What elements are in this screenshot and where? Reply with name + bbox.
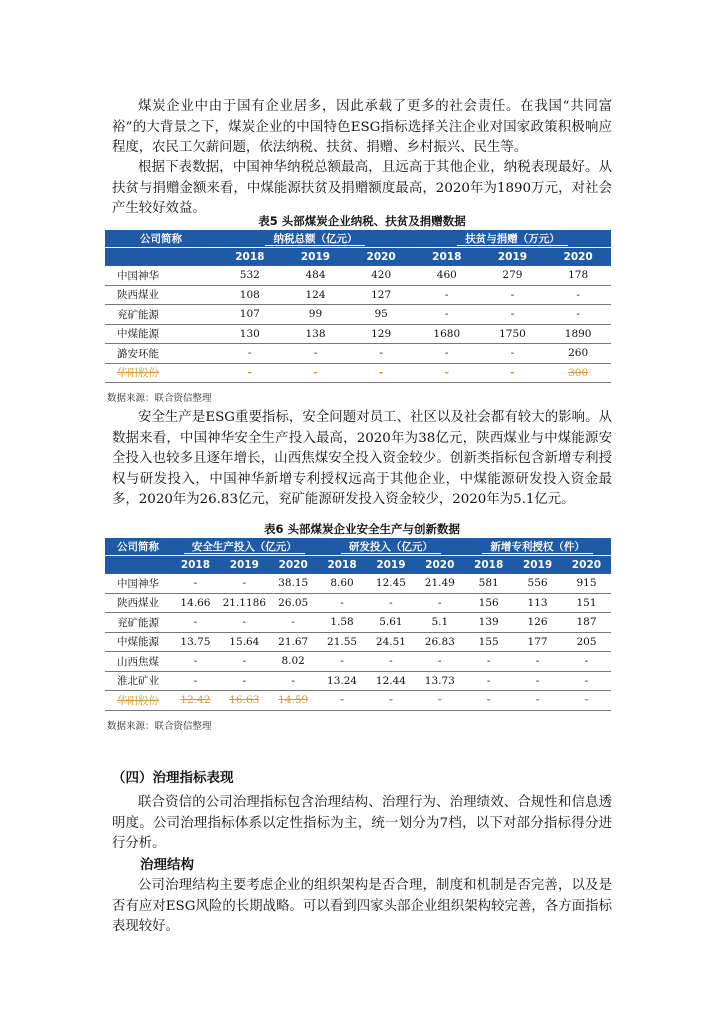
value-cell: 1680 <box>414 324 480 344</box>
value-cell: 21.49 <box>415 574 464 594</box>
value-cell: 127 <box>348 285 414 305</box>
value-cell: 300 <box>545 363 611 383</box>
value-cell: 8.02 <box>269 652 318 672</box>
company-name-cell: 潞安环能 <box>105 344 217 364</box>
table6-year: 2019 <box>367 556 416 574</box>
value-cell: 14.59 <box>269 691 318 711</box>
value-cell: 113 <box>513 593 562 613</box>
value-cell: - <box>480 363 546 383</box>
value-cell: - <box>367 691 416 711</box>
value-cell: 260 <box>545 344 611 364</box>
value-cell: - <box>415 593 464 613</box>
value-cell: 12.42 <box>171 691 220 711</box>
value-cell: - <box>171 652 220 672</box>
value-cell: 124 <box>283 285 349 305</box>
value-cell: - <box>220 671 269 691</box>
company-name-cell: 陕西煤业 <box>105 285 217 305</box>
value-cell: - <box>283 344 349 364</box>
value-cell: 12.44 <box>367 671 416 691</box>
value-cell: - <box>318 593 367 613</box>
table6-year: 2018 <box>171 556 220 574</box>
value-cell: - <box>480 305 546 325</box>
paragraph-governance-structure: 公司治理结构主要考虑企业的组织架构是否合理，制度和机制是否完善，以及是否有应对ESG风险的长期战略。可以看到四家头部企业组织架构较完善，各方面指标表现较好。 <box>112 878 612 934</box>
value-cell: 420 <box>348 266 414 286</box>
table5-caption: 表5 头部煤炭企业纳税、扶贫及捐赠数据 <box>258 214 466 228</box>
value-cell: 24.51 <box>367 632 416 652</box>
value-cell: 484 <box>283 266 349 286</box>
value-cell: 13.73 <box>415 671 464 691</box>
value-cell: 155 <box>464 632 513 652</box>
table5-year: 2020 <box>348 248 414 266</box>
company-name-cell: 中国神华 <box>105 574 171 594</box>
table6 <box>105 538 611 711</box>
table-row <box>105 652 611 672</box>
value-cell: - <box>318 691 367 711</box>
value-cell: 16.63 <box>220 691 269 711</box>
table6-year: 2018 <box>464 556 513 574</box>
table5-header-blank <box>105 248 217 266</box>
value-cell: - <box>220 574 269 594</box>
value-cell: - <box>171 671 220 691</box>
value-cell: - <box>415 691 464 711</box>
value-cell: 156 <box>464 593 513 613</box>
value-cell: - <box>414 285 480 305</box>
value-cell: - <box>217 344 283 364</box>
paragraph-tax-analysis: 根据下表数据，中国神华纳税总额最高，且远高于其他企业，纳税表现最好。从扶贫与捐赠金额来看，中煤能源扶贫及捐赠额度最高，2020年为1890万元，对社会产生较好效益。 <box>112 160 612 216</box>
table6-source: 数据来源：联合资信整理 <box>107 721 212 732</box>
value-cell: 95 <box>348 305 414 325</box>
value-cell: - <box>464 652 513 672</box>
value-cell: - <box>367 652 416 672</box>
table6-header-blank <box>105 556 171 574</box>
table6-caption: 表6 头部煤炭企业安全生产与创新数据 <box>263 522 460 536</box>
value-cell: - <box>171 613 220 633</box>
value-cell: 21.1186 <box>220 593 269 613</box>
company-name-cell: 陕西煤业 <box>105 593 171 613</box>
value-cell: 5.61 <box>367 613 416 633</box>
table5-year: 2019 <box>283 248 349 266</box>
company-name-cell: 中煤能源 <box>105 324 217 344</box>
table5-header-donation: 扶贫与捐赠（万元） <box>414 230 611 248</box>
value-cell: - <box>269 671 318 691</box>
table-row <box>105 632 611 652</box>
table5-year: 2020 <box>545 248 611 266</box>
company-name-cell: 华阳股份 <box>105 363 217 383</box>
company-name-cell: 兖矿能源 <box>105 305 217 325</box>
table-row <box>105 593 611 613</box>
company-name-cell: 山西焦煤 <box>105 652 171 672</box>
paragraph-governance-intro: 联合资信的公司治理指标包含治理结构、治理行为、治理绩效、合规性和信息透明度。公司治理指标体系以定性指标为主，统一划分为7档，以下对部分指标得分进行分析。 <box>112 795 612 851</box>
table6-year: 2018 <box>318 556 367 574</box>
value-cell: 581 <box>464 574 513 594</box>
value-cell: 138 <box>283 324 349 344</box>
sub-heading: 治理结构 <box>140 857 194 873</box>
value-cell: - <box>414 344 480 364</box>
table6-year: 2019 <box>513 556 562 574</box>
value-cell: - <box>171 574 220 594</box>
table6-header-patent: 新增专利授权（件） <box>464 538 611 556</box>
table5-source: 数据来源：联合资信整理 <box>107 393 212 404</box>
value-cell: - <box>513 671 562 691</box>
value-cell: 99 <box>283 305 349 325</box>
value-cell: 130 <box>217 324 283 344</box>
value-cell: - <box>367 593 416 613</box>
value-cell: 15.64 <box>220 632 269 652</box>
value-cell: 532 <box>217 266 283 286</box>
value-cell: 5.1 <box>415 613 464 633</box>
value-cell: 26.83 <box>415 632 464 652</box>
company-name-cell: 淮北矿业 <box>105 671 171 691</box>
table-row <box>105 344 611 364</box>
value-cell: 178 <box>545 266 611 286</box>
value-cell: 139 <box>464 613 513 633</box>
paragraph-safety-analysis: 安全生产是ESG重要指标，安全问题对员工、社区以及社会都有较大的影响。从数据来看，中国神华安全生产投入最高，2020年为38亿元，陕西煤业与中煤能源安全投入也较多且逐年增长，山西焦煤安全投入资金较少。创新类指标包含新增专利授权与研发投入，中国神华新增专利授权远高于其他企业，中煤能源研发投入资金最多，2020年为26.83亿元，兖矿能源研发投入资金较少，2020年为5.1亿元。 <box>112 410 612 507</box>
value-cell: - <box>513 691 562 711</box>
company-name-cell: 中国神华 <box>105 266 217 286</box>
table-row <box>105 363 611 383</box>
table6-header-rnd: 研发投入（亿元） <box>318 538 465 556</box>
company-name-cell: 中煤能源 <box>105 632 171 652</box>
value-cell: - <box>348 363 414 383</box>
paragraph-intro: 煤炭企业中由于国有企业居多，因此承载了更多的社会责任。在我国“共同富裕”的大背景之下，煤炭企业的中国特色ESG指标选择关注企业对国家政策积极响应程度，农民工欠薪问题，依法纳税、扶贫、捐赠、乡村振兴、民生等。 <box>112 99 612 155</box>
table5-header-company: 公司简称 <box>105 230 217 248</box>
table5-year: 2018 <box>414 248 480 266</box>
value-cell: 21.67 <box>269 632 318 652</box>
value-cell: 12.45 <box>367 574 416 594</box>
value-cell: - <box>562 652 611 672</box>
value-cell: 21.55 <box>318 632 367 652</box>
value-cell: 108 <box>217 285 283 305</box>
table-row <box>105 691 611 711</box>
value-cell: 13.75 <box>171 632 220 652</box>
table-row <box>105 324 611 344</box>
value-cell: 187 <box>562 613 611 633</box>
value-cell: - <box>480 285 546 305</box>
table6-header-safety: 安全生产投入（亿元） <box>171 538 318 556</box>
value-cell: - <box>464 691 513 711</box>
value-cell: - <box>464 671 513 691</box>
value-cell: 126 <box>513 613 562 633</box>
value-cell: - <box>480 344 546 364</box>
value-cell: - <box>220 613 269 633</box>
value-cell: 915 <box>562 574 611 594</box>
value-cell: - <box>513 652 562 672</box>
value-cell: 279 <box>480 266 546 286</box>
value-cell: - <box>545 285 611 305</box>
value-cell: 13.24 <box>318 671 367 691</box>
table-row <box>105 305 611 325</box>
value-cell: 38.15 <box>269 574 318 594</box>
table-row <box>105 285 611 305</box>
value-cell: - <box>562 671 611 691</box>
value-cell: 151 <box>562 593 611 613</box>
value-cell: - <box>283 363 349 383</box>
value-cell: - <box>562 691 611 711</box>
company-name-cell: 华阳股份 <box>105 691 171 711</box>
table-row <box>105 613 611 633</box>
value-cell: 107 <box>217 305 283 325</box>
value-cell: - <box>318 652 367 672</box>
value-cell: 14.66 <box>171 593 220 613</box>
value-cell: 205 <box>562 632 611 652</box>
value-cell: - <box>545 305 611 325</box>
value-cell: - <box>220 652 269 672</box>
value-cell: 177 <box>513 632 562 652</box>
value-cell: 129 <box>348 324 414 344</box>
table5-header-tax: 纳税总额（亿元） <box>217 230 414 248</box>
value-cell: 26.05 <box>269 593 318 613</box>
value-cell: - <box>269 613 318 633</box>
table5-year: 2018 <box>217 248 283 266</box>
table6-header-company: 公司简称 <box>105 538 171 556</box>
value-cell: 556 <box>513 574 562 594</box>
section-heading: （四）治理指标表现 <box>112 770 234 786</box>
table6-year: 2020 <box>562 556 611 574</box>
table-row <box>105 266 611 286</box>
value-cell: 1890 <box>545 324 611 344</box>
value-cell: - <box>415 652 464 672</box>
table6-year: 2020 <box>269 556 318 574</box>
table6-year: 2019 <box>220 556 269 574</box>
value-cell: 1.58 <box>318 613 367 633</box>
value-cell: - <box>414 305 480 325</box>
value-cell: 460 <box>414 266 480 286</box>
value-cell: - <box>348 344 414 364</box>
table5 <box>105 230 611 383</box>
table6-year: 2020 <box>415 556 464 574</box>
table-row <box>105 671 611 691</box>
value-cell: 8.60 <box>318 574 367 594</box>
company-name-cell: 兖矿能源 <box>105 613 171 633</box>
table5-year: 2019 <box>480 248 546 266</box>
value-cell: - <box>414 363 480 383</box>
table-row <box>105 574 611 594</box>
value-cell: 1750 <box>480 324 546 344</box>
value-cell: - <box>217 363 283 383</box>
